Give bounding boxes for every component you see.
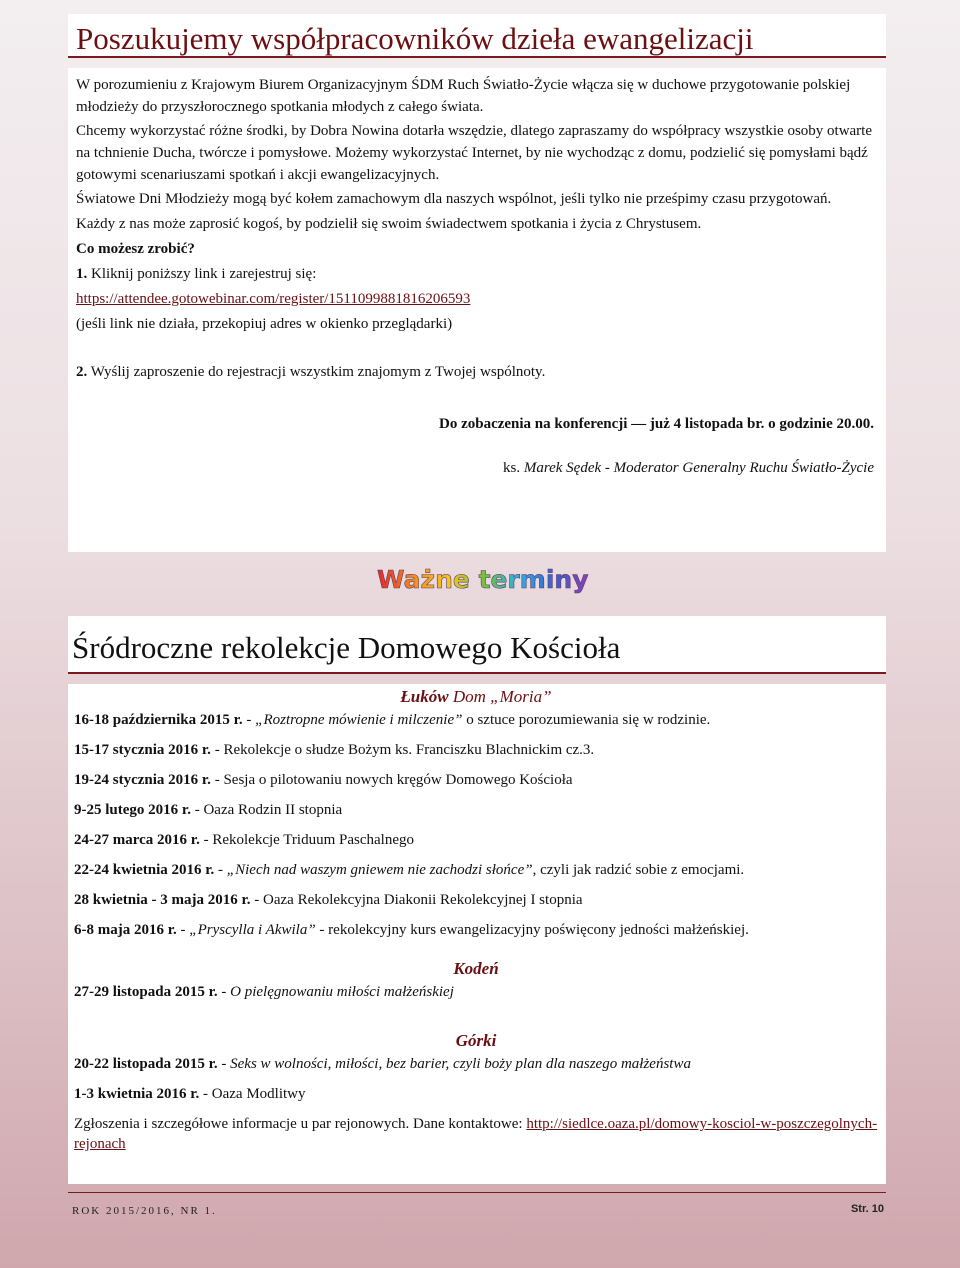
event-description: Rekolekcje o słudze Bożym ks. Franciszku Blachnickim cz.3. — [223, 742, 595, 758]
step-1-text: Kliknij poniższy link i zarejestruj się: — [87, 266, 317, 282]
event-date: 16-18 października 2015 r. — [74, 712, 243, 728]
event-title: O pielęgnowaniu miłości małżeńskiej — [230, 984, 454, 1000]
event-row: 19-24 stycznia 2016 r. - Sesja o pilotowaniu nowych kręgów Domowego Kościoła — [74, 772, 573, 788]
step-1 — [76, 263, 878, 285]
step-2 — [76, 361, 878, 383]
step-1-number: 1. — [76, 266, 88, 282]
section2-title: Śródroczne rekolekcje Domowego Kościoła — [72, 630, 621, 665]
event-row: 28 kwietnia - 3 maja 2016 r. - Oaza Rekolekcyjna Diakonii Rekolekcyjnej I stopnia — [74, 892, 583, 908]
event-title: „Roztropne mówienie i milczenie” — [255, 712, 463, 728]
event-date: 15-17 stycznia 2016 r. — [74, 742, 211, 758]
event-date: 1-3 kwietnia 2016 r. — [74, 1086, 200, 1102]
event-date: 19-24 stycznia 2016 r. — [74, 772, 211, 788]
event-row: 9-25 lutego 2016 r. - Oaza Rodzin II stopnia — [74, 802, 343, 818]
event-row: 6-8 maja 2016 r. - „Pryscylla i Akwila” - rekolekcyjny kurs ewangelizacyjny poświęcony jedności małżeńskiej. — [74, 922, 749, 938]
koden-heading: Kodeń — [453, 959, 499, 978]
event-title: „Pryscylla i Akwila” — [189, 922, 316, 938]
paragraph: Każdy z nas może zaprosić kogoś, by podzielił się swoim świadectwem spotkania i życia z Chrystusem. — [76, 216, 702, 232]
gorki-events — [74, 1054, 878, 1104]
registration-link[interactable]: https://attendee.gotowebinar.com/register/1511099881816206593 — [76, 291, 471, 307]
section1-title: Poszukujemy współpracowników dzieła ewangelizacji — [76, 21, 754, 56]
event-date: 22-24 kwietnia 2016 r. — [74, 862, 215, 878]
closing-line: Do zobaczenia na konferencji — już 4 listopada br. o godzinie 20.00. — [438, 416, 874, 432]
event-description: , czyli jak radzić sobie z emocjami. — [532, 862, 745, 878]
registration-link-line — [76, 288, 878, 310]
section1-body — [68, 68, 886, 552]
paragraph: Chcemy wykorzystać różne środki, by Dobra Nowina dotarła wszędzie, dlatego zapraszamy do współpracy wszystkie osoby otwarte na tchnienie Ducha, twórcze i pomysłowe. Możemy wykorzystać Internet, by nie wychodząc z domu, podzielić się pomysłami bądź gotowymi scenariuszami spotkań i akcji ewangelizacyjnych. — [76, 123, 873, 183]
contact-link[interactable]: http://siedlce.oaza.pl/domowy-kosciol-w-poszczegolnych-rejonach — [74, 1116, 878, 1152]
event-row: 1-3 kwietnia 2016 r. - Oaza Modlitwy — [74, 1086, 306, 1102]
event-date: 24-27 marca 2016 r. — [74, 832, 200, 848]
contact-info: Zgłoszenia i szczegółowe informacje u par rejonowych. Dane kontaktowe: http://siedlce.oaza.pl/domowy-kosciol-w-poszczegolnych-rejonach — [74, 1116, 878, 1152]
event-date: 6-8 maja 2016 r. — [74, 922, 177, 938]
signature: ks. Marek Sędek - Moderator Generalny Ruchu Światło-Życie — [502, 460, 874, 476]
event-date: 27-29 listopada 2015 r. — [74, 984, 218, 1000]
event-description: Sesja o pilotowaniu nowych kręgów Domowego Kościoła — [223, 772, 573, 788]
event-description: o sztuce porozumiewania się w rodzinie. — [462, 712, 711, 728]
paragraph: W porozumieniu z Krajowym Biurem Organizacyjnym ŚDM Ruch Światło-Życie włącza się w duchowe przygotowanie polskiej młodzieży do przyszłorocznego spotkania młodych z całego świata. — [76, 77, 851, 115]
event-description: Oaza Rekolekcyjna Diakonii Rekolekcyjnej I stopnia — [263, 892, 583, 908]
step-2-text: Wyślij zaproszenie do rejestracji wszystkim znajomym z Twojej wspólnoty. — [87, 364, 546, 380]
event-title: „Niech nad waszym gniewem nie zachodzi słońce” — [226, 862, 533, 878]
paragraph: Światowe Dni Młodzieży mogą być kołem zamachowym dla naszych wspólnot, jeśli tylko nie prześpimy czasu przygotowań. — [76, 191, 832, 207]
lukow-events — [74, 710, 878, 940]
event-row: 16-18 października 2015 r. - „Roztropne mówienie i milczenie” o sztuce porozumiewania się w rodzinie. — [74, 712, 711, 728]
section2-body — [68, 684, 886, 1184]
issue-label: ROK 2015/2016, NR 1. — [72, 1205, 217, 1217]
section1-title-bar — [68, 14, 886, 58]
event-row: 22-24 kwietnia 2016 r. - „Niech nad waszym gniewem nie zachodzi słońce”, czyli jak radzić sobie z emocjami. — [74, 862, 745, 878]
banner-text: Ważne terminy — [377, 565, 589, 594]
event-date: 20-22 listopada 2015 r. — [74, 1056, 218, 1072]
event-row: 15-17 stycznia 2016 r. - Rekolekcje o słudze Bożym ks. Franciszku Blachnickim cz.3. — [74, 742, 595, 758]
lukow-heading: Łuków Dom „Moria” — [400, 687, 552, 706]
event-row: 24-27 marca 2016 r. - Rekolekcje Triduum Paschalnego — [74, 832, 414, 848]
event-description: Oaza Modlitwy — [211, 1086, 306, 1102]
gorki-heading: Górki — [455, 1031, 497, 1050]
event-row: 27-29 listopada 2015 r. - O pielęgnowaniu miłości małżeńskiej — [74, 984, 454, 1000]
event-description: - rekolekcyjny kurs ewangelizacyjny poświęcony jedności małżeńskiej. — [315, 922, 749, 938]
event-date: 28 kwietnia - 3 maja 2016 r. — [74, 892, 251, 908]
event-description: Rekolekcje Triduum Paschalnego — [212, 832, 414, 848]
important-dates-banner — [375, 560, 589, 600]
page-number: Str. 10 — [850, 1203, 884, 1215]
event-row: 20-22 listopada 2015 r. - Seks w wolności, miłości, bez barier, czyli boży plan dla naszego małżeństwa — [74, 1056, 691, 1072]
link-note: (jeśli link nie działa, przekopiuj adres w okienko przeglądarki) — [76, 316, 453, 332]
question-heading: Co możesz zrobić? — [76, 241, 195, 257]
section2-title-bar — [68, 616, 886, 674]
event-title: Seks w wolności, miłości, bez barier, czyli boży plan dla naszego małżeństwa — [230, 1056, 691, 1072]
event-date: 9-25 lutego 2016 r. — [74, 802, 191, 818]
event-description: Oaza Rodzin II stopnia — [203, 802, 343, 818]
page-footer — [68, 1192, 886, 1217]
koden-events — [74, 982, 878, 1002]
step-2-number: 2. — [76, 364, 88, 380]
